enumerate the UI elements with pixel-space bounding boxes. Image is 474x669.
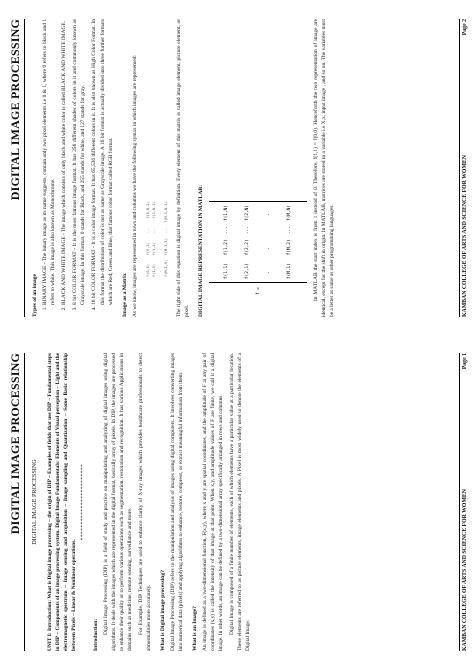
unit-label: UNIT I: — [47, 632, 53, 651]
document-page-1 — [0, 335, 474, 669]
unit-syllabus — [46, 353, 78, 651]
page-number: Page 2 — [462, 19, 468, 36]
list-item: 2. BLACK AND WHITE IMAGE - The image which consists of only black and white color is called BLACK AND WHITE IMAGE. — [60, 19, 68, 305]
question-heading: What is an Image? — [192, 606, 199, 651]
matrix-row: . . . — [266, 212, 272, 280]
page-header: DIGITAL IMAGE PROCESSING — [8, 19, 25, 317]
matrix-row: f(M,1) f(M,2) ... f(M,N) — [287, 205, 293, 280]
image-types-list — [41, 19, 115, 317]
section-heading-matrix: Image as a Matrix — [121, 273, 128, 317]
document-page-2 — [0, 1, 474, 335]
paragraph: Digital Image Processing (DIP) refers to the manipulation and analysis of images using digital computers. It involves converting images into numerical data (pixels) and applying algorithms to enhance, restore, compress, or extract meaningful information from them. — [169, 353, 185, 651]
matrix-body — [209, 201, 307, 283]
section-heading-introduction: Introduction: — [92, 618, 99, 651]
footer-college: KAMBAN COLLEGE OF ARTS AND SCIENCE FOR WOMEN — [462, 489, 468, 651]
matrix-lhs: f = — [255, 287, 261, 295]
matrix-row: f(1,0) f(1,1) ... f(1,N-1) — [151, 201, 156, 277]
matlab-matrix — [209, 19, 307, 295]
list-item: 3. 8 bit COLOR FORMAT - It is the most famous image format. It has 256 different shades of colors in it and commonly known as Grayscale image. In this format, 0 stands for Black, and 255 stands for white, and 127 stands for gray. — [71, 19, 87, 305]
section-heading-matlab: DIGITAL IMAGE REPRESENTATION IN MATLAB: — [198, 185, 205, 317]
question-heading: What is Digital image processing? — [159, 569, 166, 651]
paragraph: As we know, images are represented in rows and columns we have the following syntax in which images are represented: — [131, 55, 138, 317]
document-title: DIGITAL IMAGE PROCESSING — [31, 459, 38, 545]
syllabus-text: Introduction: What is Digital image processing – the origin of DIP – Examples of fields that use DIP – Fundamental steps in DIP – Components of an image processing system. Digital Image Fundamentals: Elements of Visual perception – Light and the electromagnetic spectrum – Image sensing and acquisition – Image sampling and Quantization – Some Basic relationship between Pixels – Linear & Nonlinear operations. — [47, 353, 78, 651]
list-item: 1. BINARY IMAGE - The binary image as its name suggests, contain only two pixel elements i.e 0 & 1, where 0 refers to black and 1 refers to white. This image is also known as Monochrome. — [41, 19, 57, 305]
section-heading-types: Types of an image — [32, 274, 38, 317]
matrix-row: f(1,1) f(1,2) ... f(1,N) — [224, 205, 230, 280]
paragraph: The right side of this equation is digital image by definition. Every element of this matrix is called image element, picture element, or pixel. — [175, 19, 190, 317]
matrix-row: f(0,0) f(0,1) ... f(0,N-1) — [145, 201, 150, 277]
paragraph: Digital Image is composed of a finite number of elements, each of which elements have a particular value at a particular location. These elements are referred to as picture elements, image elements and pixels. A Pixel is most widely used to denote the elements of a Digital Image. — [228, 353, 252, 651]
divider-stars: ************************ — [79, 463, 86, 541]
paragraph: In MATLAB the start index is from 1 instead of 0. Therefore, f(1,1) = f(0,0). Henceforth the two representation of image are identical, except for the shift in origin. In MATLAB, matrices are stored in a variable i.e X,x, input image , and so on. The variables must be a letter as same as other programming languages. — [313, 19, 336, 317]
page-number: Page 1 — [462, 353, 468, 370]
footer-college: KAMBAN COLLEGE OF ARTS AND SCIENCE FOR WOMEN — [462, 155, 468, 317]
paragraph: Digital Image Processing (DIP) is a field of study and practice on manipulating and analyzing of digital images using digital algorithms. It deals with the images which are represented in the digital format, basically array of pixels. In DIP, the images are processed to enhance their quality or to perform various operations such as segmentation, restoration and recognition. It has various Applications in domains such as medicine, remote sensing, surveillance and more. — [102, 353, 134, 651]
page-footer — [459, 353, 468, 651]
matrix-row: . . . — [157, 212, 162, 277]
matrix-row: f(2,1) f(2,2) ... f(2,N) — [245, 205, 251, 280]
paragraph: An image is defined as a two-dimensional function, F(x,y), where x and y are spatial coordinates, and the amplitude of F at any pair of coordinates (x,y) is called the intensity of that image at that point. When x,y, and amplitude values of F are finite, we call it a digital image. In other words, an image can be defined by a two-dimensional array specifically arranged in rows and columns. — [202, 353, 225, 651]
image-matrix — [145, 19, 169, 277]
page-header: DIGITAL IMAGE PROCESSING — [8, 353, 25, 651]
list-item: 4. 16 bit COLOR FORMAT - It is a color image format. It has 65,536 different colors in it. It is also known as High Color Format. In this format the distribution of color is not as same as Grayscale image. A 16 bit format is actually divided into three further formats which are Red, Green and Blue, that famous color format called RGB format. — [90, 19, 114, 305]
matrix-row: f(M-1,0) f(M-1,1) ... f(M-1,N-1) — [163, 201, 168, 277]
page-footer — [459, 19, 468, 317]
paragraph: For Example, DIP Techniques are used to enhance clarity of X-ray images which provides healthcare professionals to detect abnormalities more accurately. — [137, 353, 152, 651]
